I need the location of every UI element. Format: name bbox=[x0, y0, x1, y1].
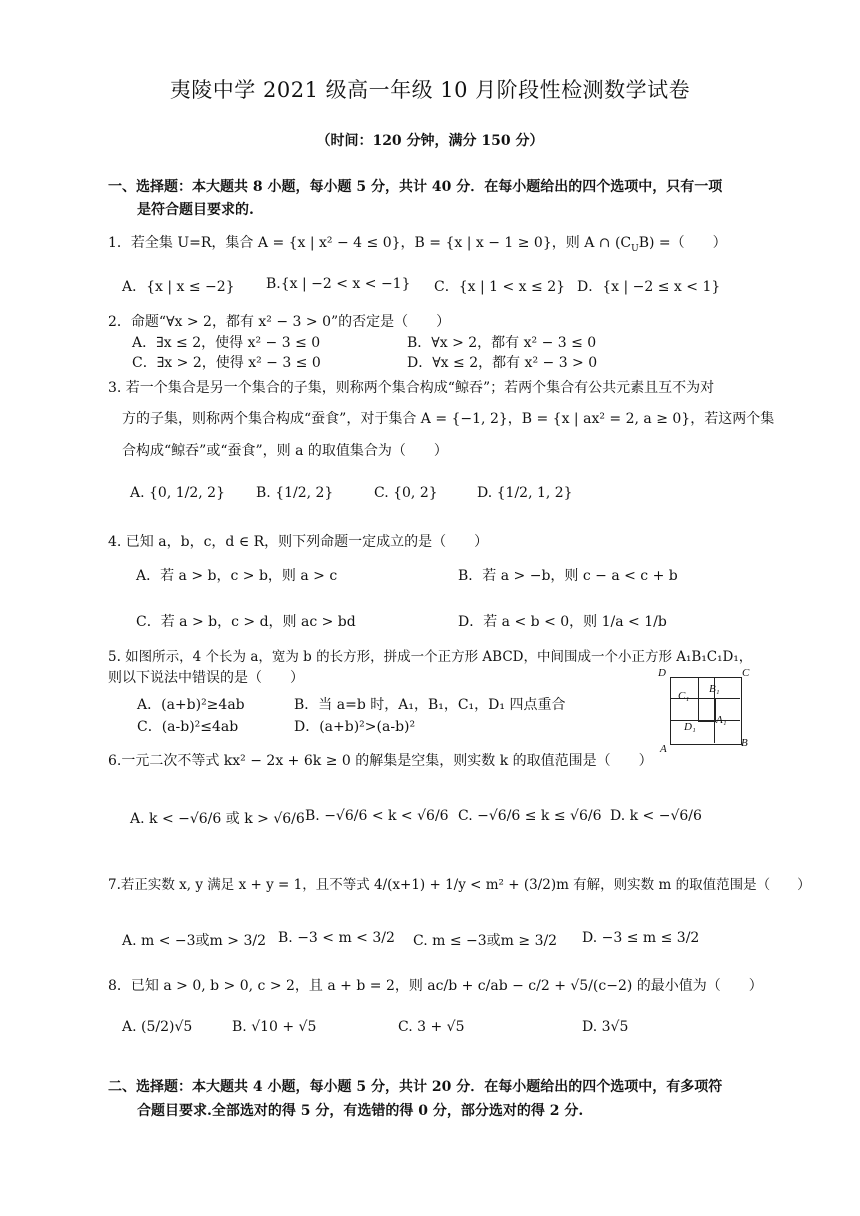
page-title: 夷陵中学 2021 级高一年级 10 月阶段性检测数学试卷 bbox=[169, 78, 691, 102]
q3-option-c: C. {0, 2} bbox=[374, 485, 438, 501]
vertex-label-d: D bbox=[658, 667, 666, 679]
q7-option-b: B. −3 < m < 3/2 bbox=[278, 930, 395, 946]
question-3-stem-line1: 3. 若一个集合是另一个集合的子集，则称两个集合构成“鲸吞”；若两个集合有公共元素且互不为对 bbox=[108, 380, 715, 396]
complement-subscript: U bbox=[631, 243, 639, 254]
q5-option-d: D．(a+b)²>(a-b)² bbox=[294, 719, 416, 735]
q5-option-a: A．(a+b)²≥4ab bbox=[137, 697, 245, 713]
q2-option-b: B．∀x > 2，都有 x² − 3 ≤ 0 bbox=[407, 335, 597, 351]
question-7-stem: 7.若正实数 x, y 满足 x + y = 1，且不等式 4/(x+1) + 1/y < m² + (3/2)m 有解，则实数 m 的取值范围是（ ） bbox=[108, 877, 811, 893]
vertex-label-d1: D₁ bbox=[684, 721, 696, 733]
q4-option-b: B．若 a > −b，则 c − a < c + b bbox=[458, 568, 678, 584]
question-1-stem-text: 1．若全集 U=R，集合 A = {x | x² − 4 ≤ 0}，B = {x | x − 1 ≥ 0}，则 A ∩ (C bbox=[108, 235, 632, 251]
q3-option-d: D. {1/2, 1, 2} bbox=[477, 485, 573, 501]
question-1-stem-end: B) =（ ） bbox=[638, 235, 727, 251]
q6-option-d: D. k < −√6/6 bbox=[610, 808, 702, 824]
q7-option-d: D. −3 ≤ m ≤ 3/2 bbox=[582, 930, 700, 946]
q7-option-a: A. m < −3或m > 3/2 bbox=[122, 933, 266, 949]
q1-option-c: C．{x | 1 < x ≤ 2} bbox=[434, 279, 566, 295]
vertex-label-c: C bbox=[742, 667, 750, 679]
q4-option-d: D．若 a < b < 0，则 1/a < 1/b bbox=[458, 614, 667, 630]
section1-heading: 一、选择题：本大题共 8 小题，每小题 5 分，共计 40 分．在每小题给出的四个选项中，只有一项 bbox=[108, 179, 723, 195]
q1-option-b: B.{x | −2 < x < −1} bbox=[266, 276, 411, 292]
q2-option-c: C．∃x > 2，使得 x² − 3 ≤ 0 bbox=[132, 355, 321, 371]
q2-option-d: D．∀x ≤ 2，都有 x² − 3 > 0 bbox=[407, 355, 598, 371]
question-6-stem: 6.一元二次不等式 kx² − 2x + 6k ≥ 0 的解集是空集，则实数 k 的取值范围是（ ） bbox=[108, 753, 653, 769]
vertex-label-c1: C₁ bbox=[678, 690, 690, 702]
question-5-stem-line1: 5. 如图所示，4 个长为 a，宽为 b 的长方形，拼成一个正方形 ABCD，中间围成一个小正方形 A₁B₁C₁D₁， bbox=[108, 649, 753, 665]
vertex-label-b1: B₁ bbox=[709, 683, 720, 695]
vertex-label-a1: A₁ bbox=[716, 714, 727, 726]
vertex-label-a: A bbox=[660, 743, 667, 755]
q3-option-a: A. {0, 1/2, 2} bbox=[130, 485, 225, 501]
q2-option-a: A．∃x ≤ 2，使得 x² − 3 ≤ 0 bbox=[132, 335, 321, 351]
q8-option-c: C. 3 + √5 bbox=[398, 1019, 465, 1035]
section1-heading-cont: 是符合题目要求的. bbox=[137, 202, 254, 218]
section2-heading-cont: 合题目要求.全部选对的得 5 分，有选错的得 0 分，部分选对的得 2 分. bbox=[137, 1103, 584, 1119]
q8-option-d: D. 3√5 bbox=[582, 1019, 629, 1035]
question-5-stem-line2: 则以下说法中错误的是（ ） bbox=[108, 670, 304, 686]
question-2-stem: 2．命题“∀x > 2，都有 x² − 3 > 0”的否定是（ ） bbox=[108, 314, 451, 330]
q6-option-a: A. k < −√6/6 或 k > √6/6 bbox=[130, 811, 305, 827]
q3-option-b: B. {1/2, 2} bbox=[256, 485, 334, 501]
question-1-stem bbox=[108, 232, 727, 254]
q4-option-c: C．若 a > b，c > d，则 ac > bd bbox=[136, 614, 356, 630]
q1-option-d: D．{x | −2 ≤ x < 1} bbox=[577, 279, 721, 295]
question-3-stem-line3: 合构成“鲸吞”或“蚕食”，则 a 的取值集合为（ ） bbox=[122, 443, 448, 459]
question-4-stem: 4. 已知 a，b，c，d ∈ R，则下列命题一定成立的是（ ） bbox=[108, 534, 489, 550]
vertex-label-b: B bbox=[741, 737, 748, 749]
q7-option-c: C. m ≤ −3或m ≥ 3/2 bbox=[413, 933, 558, 949]
q8-option-a: A. (5/2)√5 bbox=[122, 1019, 193, 1035]
figure-line bbox=[714, 698, 740, 699]
q6-option-c: C. −√6/6 ≤ k ≤ √6/6 bbox=[458, 808, 602, 824]
question-8-stem: 8．已知 a > 0, b > 0, c > 2，且 a + b = 2，则 ac/b + c/ab − c/2 + √5/(c−2) 的最小值为（ ） bbox=[108, 978, 763, 994]
q5-option-b: B．当 a=b 时，A₁，B₁，C₁，D₁ 四点重合 bbox=[294, 697, 566, 713]
question-3-stem-line2: 方的子集，则称两个集合构成“蚕食”，对于集合 A = {−1, 2}，B = {x | ax² = 2, a ≥ 0}，若这两个集 bbox=[122, 411, 775, 427]
q4-option-a: A．若 a > b，c > b，则 a > c bbox=[136, 568, 338, 584]
section2-heading: 二、选择题：本大题共 4 小题，每小题 5 分，共计 20 分．在每小题给出的四个选项中，有多项符 bbox=[108, 1079, 723, 1095]
q5-option-c: C．(a-b)²≤4ab bbox=[137, 719, 239, 735]
q1-option-a: A．{x | x ≤ −2} bbox=[122, 279, 235, 295]
exam-subtitle: （时间：120 分钟，满分 150 分） bbox=[316, 133, 544, 149]
q8-option-b: B. √10 + √5 bbox=[232, 1019, 317, 1035]
figure-line bbox=[670, 720, 740, 721]
q6-option-b: B. −√6/6 < k < √6/6 bbox=[305, 808, 449, 824]
